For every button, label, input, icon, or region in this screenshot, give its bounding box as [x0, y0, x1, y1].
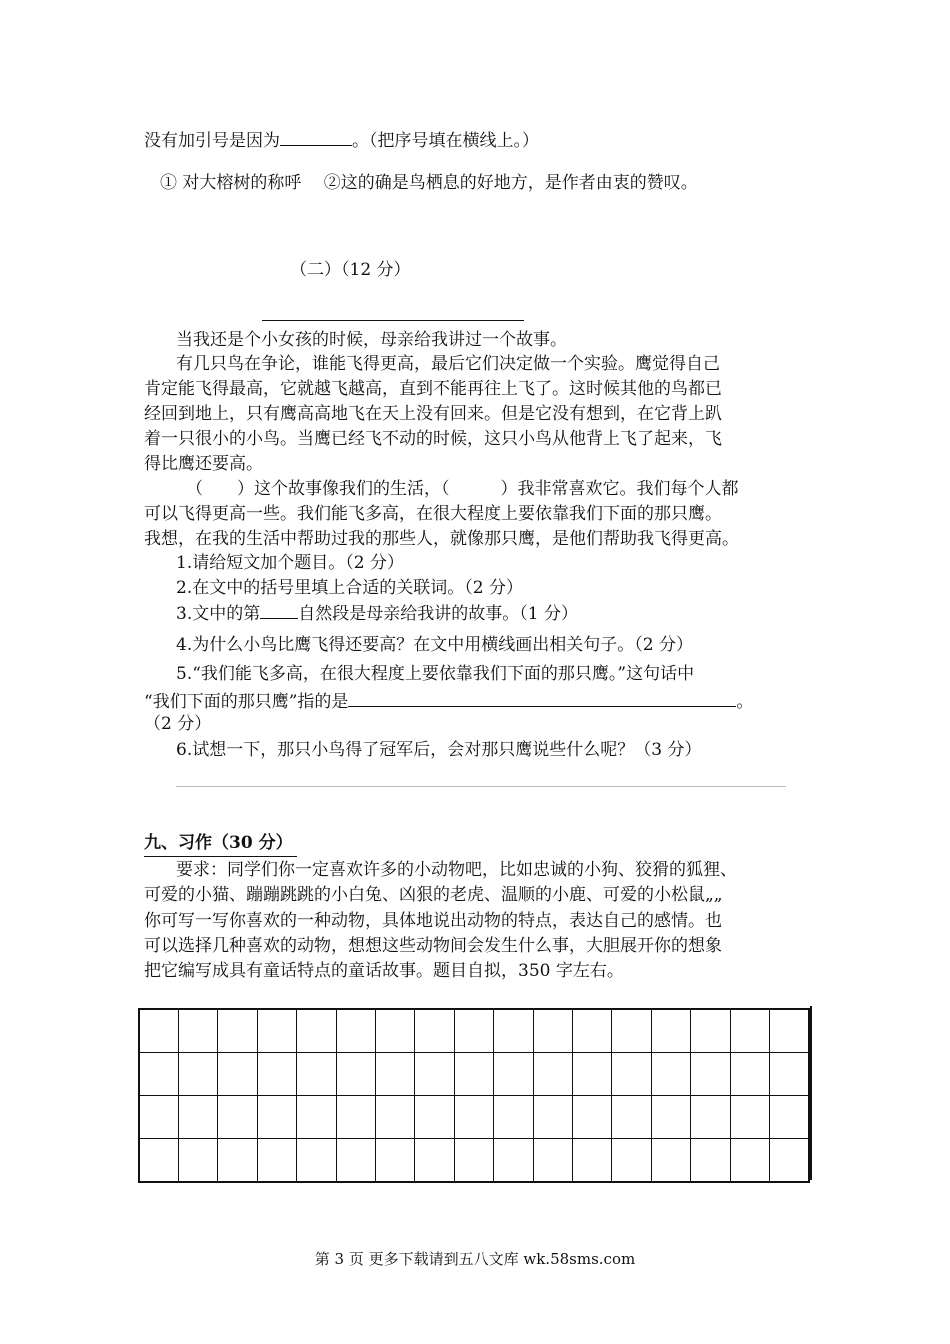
- grid-cell[interactable]: [533, 1139, 572, 1183]
- grid-cell[interactable]: [375, 1139, 414, 1183]
- grid-cell[interactable]: [770, 1096, 810, 1139]
- grid-cell[interactable]: [691, 1053, 730, 1096]
- grid-cell[interactable]: [730, 1139, 769, 1183]
- grid-cell[interactable]: [218, 1053, 257, 1096]
- paragraph-number-blank[interactable]: [260, 600, 298, 619]
- passage-line: 得比鹰还要高。: [144, 454, 263, 474]
- passage-line: 肯定能飞得最高，它就越飞越高，直到不能再往上飞了。这时候其他的鸟都已: [144, 379, 722, 399]
- grid-cell[interactable]: [651, 1096, 690, 1139]
- question-2: 2.在文中的括号里填上合适的关联词。（2 分）: [176, 578, 523, 598]
- grid-cell[interactable]: [494, 1009, 533, 1053]
- answer-blank[interactable]: [280, 127, 352, 146]
- grid-right-border: [810, 1006, 812, 1180]
- grid-cell[interactable]: [336, 1139, 375, 1183]
- grid-cell[interactable]: [257, 1053, 296, 1096]
- passage-line: 着一只很小的小鸟。当鹰已经飞不动的时候，这只小鸟从他背上飞了起来，飞: [144, 429, 722, 449]
- page-footer: 第 3 页 更多下载请到五八文库 wk.58sms.com: [314, 1250, 636, 1268]
- question-1: 1.请给短文加个题目。（2 分）: [176, 553, 404, 573]
- grid-cell[interactable]: [730, 1053, 769, 1096]
- grid-row: [139, 1009, 809, 1053]
- grid-cell[interactable]: [336, 1009, 375, 1053]
- section-2-title: （二）（12 分）: [290, 260, 411, 280]
- question-6: 6.试想一下，那只小鸟得了冠军后，会对那只鹰说些什么呢？（3 分）: [176, 740, 702, 760]
- grid-cell[interactable]: [533, 1053, 572, 1096]
- grid-cell[interactable]: [494, 1096, 533, 1139]
- quote-reason-question: 没有加引号是因为 。（把序号填在横线上。）: [144, 127, 539, 154]
- grid-cell[interactable]: [572, 1009, 611, 1053]
- grid-cell[interactable]: [691, 1096, 730, 1139]
- quote-reason-options: ① 对大榕树的称呼 ②这的确是鸟栖息的好地方，是作者由衷的赞叹。: [160, 173, 698, 193]
- passage-line: 可以飞得更高一些。我们能飞多高，在很大程度上要依靠我们下面的那只鹰。: [144, 504, 722, 524]
- grid-cell[interactable]: [178, 1096, 217, 1139]
- grid-cell[interactable]: [178, 1009, 217, 1053]
- requirement-line: 要求：同学们你一定喜欢许多的小动物吧，比如忠诚的小狗、狡猾的狐狸、: [176, 860, 737, 880]
- passage-line: 我想，在我的生活中帮助过我的那些人，就像那只鹰，是他们帮助我飞得更高。: [144, 529, 739, 549]
- grid-cell[interactable]: [612, 1009, 651, 1053]
- grid-cell[interactable]: [257, 1139, 296, 1183]
- requirement-line: 把它编写成具有童话特点的童话故事。题目自拟，350 字左右。: [144, 961, 624, 981]
- grid-cell[interactable]: [375, 1053, 414, 1096]
- passage-line: 经回到地上，只有鹰高高地飞在天上没有回来。但是它没有想到，在它背上趴: [144, 404, 722, 424]
- grid-row: [139, 1053, 809, 1096]
- grid-cell[interactable]: [612, 1096, 651, 1139]
- grid-cell[interactable]: [651, 1053, 690, 1096]
- question-5-line-2: “我们下面的那只鹰”指的是 。: [144, 688, 753, 715]
- grid-cell[interactable]: [494, 1139, 533, 1183]
- question-4: 4.为什么小鸟比鹰飞得还要高？在文中用横线画出相关句子。（2 分）: [176, 635, 693, 655]
- question-5-line-3: （2 分）: [144, 714, 212, 734]
- grid-cell[interactable]: [139, 1009, 178, 1053]
- grid-cell[interactable]: [139, 1096, 178, 1139]
- grid-cell[interactable]: [691, 1139, 730, 1183]
- grid-cell[interactable]: [770, 1009, 810, 1053]
- passage-line: （ ）这个故事像我们的生活，（ ）我非常喜欢它。我们每个人都: [186, 479, 739, 499]
- writing-grid[interactable]: [138, 1008, 810, 1183]
- grid-cell[interactable]: [139, 1139, 178, 1183]
- grid-cell[interactable]: [297, 1139, 336, 1183]
- grid-cell[interactable]: [730, 1009, 769, 1053]
- grid-cell[interactable]: [770, 1139, 810, 1183]
- grid-cell[interactable]: [139, 1053, 178, 1096]
- grid-cell[interactable]: [572, 1096, 611, 1139]
- grid-cell[interactable]: [494, 1053, 533, 1096]
- grid-cell[interactable]: [257, 1009, 296, 1053]
- grid-cell[interactable]: [533, 1096, 572, 1139]
- grid-cell[interactable]: [651, 1139, 690, 1183]
- grid-cell[interactable]: [297, 1096, 336, 1139]
- question-3: 3.文中的第 自然段是母亲给我讲的故事。（1 分）: [176, 600, 578, 627]
- grid-cell[interactable]: [336, 1096, 375, 1139]
- grid-cell[interactable]: [612, 1139, 651, 1183]
- passage-line: 有几只鸟在争论，谁能飞得更高，最后它们决定做一个实验。鹰觉得自己: [176, 354, 720, 374]
- grid-cell[interactable]: [297, 1009, 336, 1053]
- grid-cell[interactable]: [257, 1096, 296, 1139]
- eagle-meaning-blank[interactable]: [348, 688, 736, 707]
- requirement-line: 你可写一写你喜欢的一种动物，具体地说出动物的特点，表达自己的感情。也: [144, 911, 722, 931]
- grid-cell[interactable]: [218, 1009, 257, 1053]
- grid-cell[interactable]: [415, 1096, 454, 1139]
- grid-cell[interactable]: [297, 1053, 336, 1096]
- grid-cell[interactable]: [454, 1139, 493, 1183]
- grid-row: [139, 1139, 809, 1183]
- grid-row: [139, 1096, 809, 1139]
- grid-cell[interactable]: [691, 1009, 730, 1053]
- grid-cell[interactable]: [572, 1053, 611, 1096]
- grid-cell[interactable]: [454, 1096, 493, 1139]
- grid-cell[interactable]: [651, 1009, 690, 1053]
- grid-cell[interactable]: [730, 1096, 769, 1139]
- grid-cell[interactable]: [375, 1096, 414, 1139]
- grid-cell[interactable]: [454, 1009, 493, 1053]
- question-6-answer-line[interactable]: [176, 786, 786, 787]
- passage-line: 当我还是个小女孩的时候，母亲给我讲过一个故事。: [176, 330, 567, 350]
- section-9-heading: 九、习作（30 分）: [144, 830, 297, 857]
- grid-cell[interactable]: [218, 1096, 257, 1139]
- grid-cell[interactable]: [415, 1139, 454, 1183]
- grid-cell[interactable]: [178, 1139, 217, 1183]
- grid-cell[interactable]: [375, 1009, 414, 1053]
- grid-cell[interactable]: [336, 1053, 375, 1096]
- requirement-line: 可以选择几种喜欢的动物，想想这些动物间会发生什么事，大胆展开你的想象: [144, 936, 722, 956]
- question-5-line-1: 5.“我们能飞多高，在很大程度上要依靠我们下面的那只鹰。”这句话中: [176, 664, 695, 684]
- grid-cell[interactable]: [454, 1053, 493, 1096]
- grid-cell[interactable]: [533, 1009, 572, 1053]
- title-answer-line[interactable]: [262, 320, 524, 321]
- grid-cell[interactable]: [612, 1053, 651, 1096]
- grid-cell[interactable]: [572, 1139, 611, 1183]
- grid-cell[interactable]: [218, 1139, 257, 1183]
- grid-cell[interactable]: [770, 1053, 810, 1096]
- grid-cell[interactable]: [415, 1009, 454, 1053]
- grid-cell[interactable]: [415, 1053, 454, 1096]
- requirement-line: 可爱的小猫、蹦蹦跳跳的小白兔、凶狠的老虎、温顺的小鹿、可爱的小松鼠„„: [144, 885, 723, 905]
- grid-cell[interactable]: [178, 1053, 217, 1096]
